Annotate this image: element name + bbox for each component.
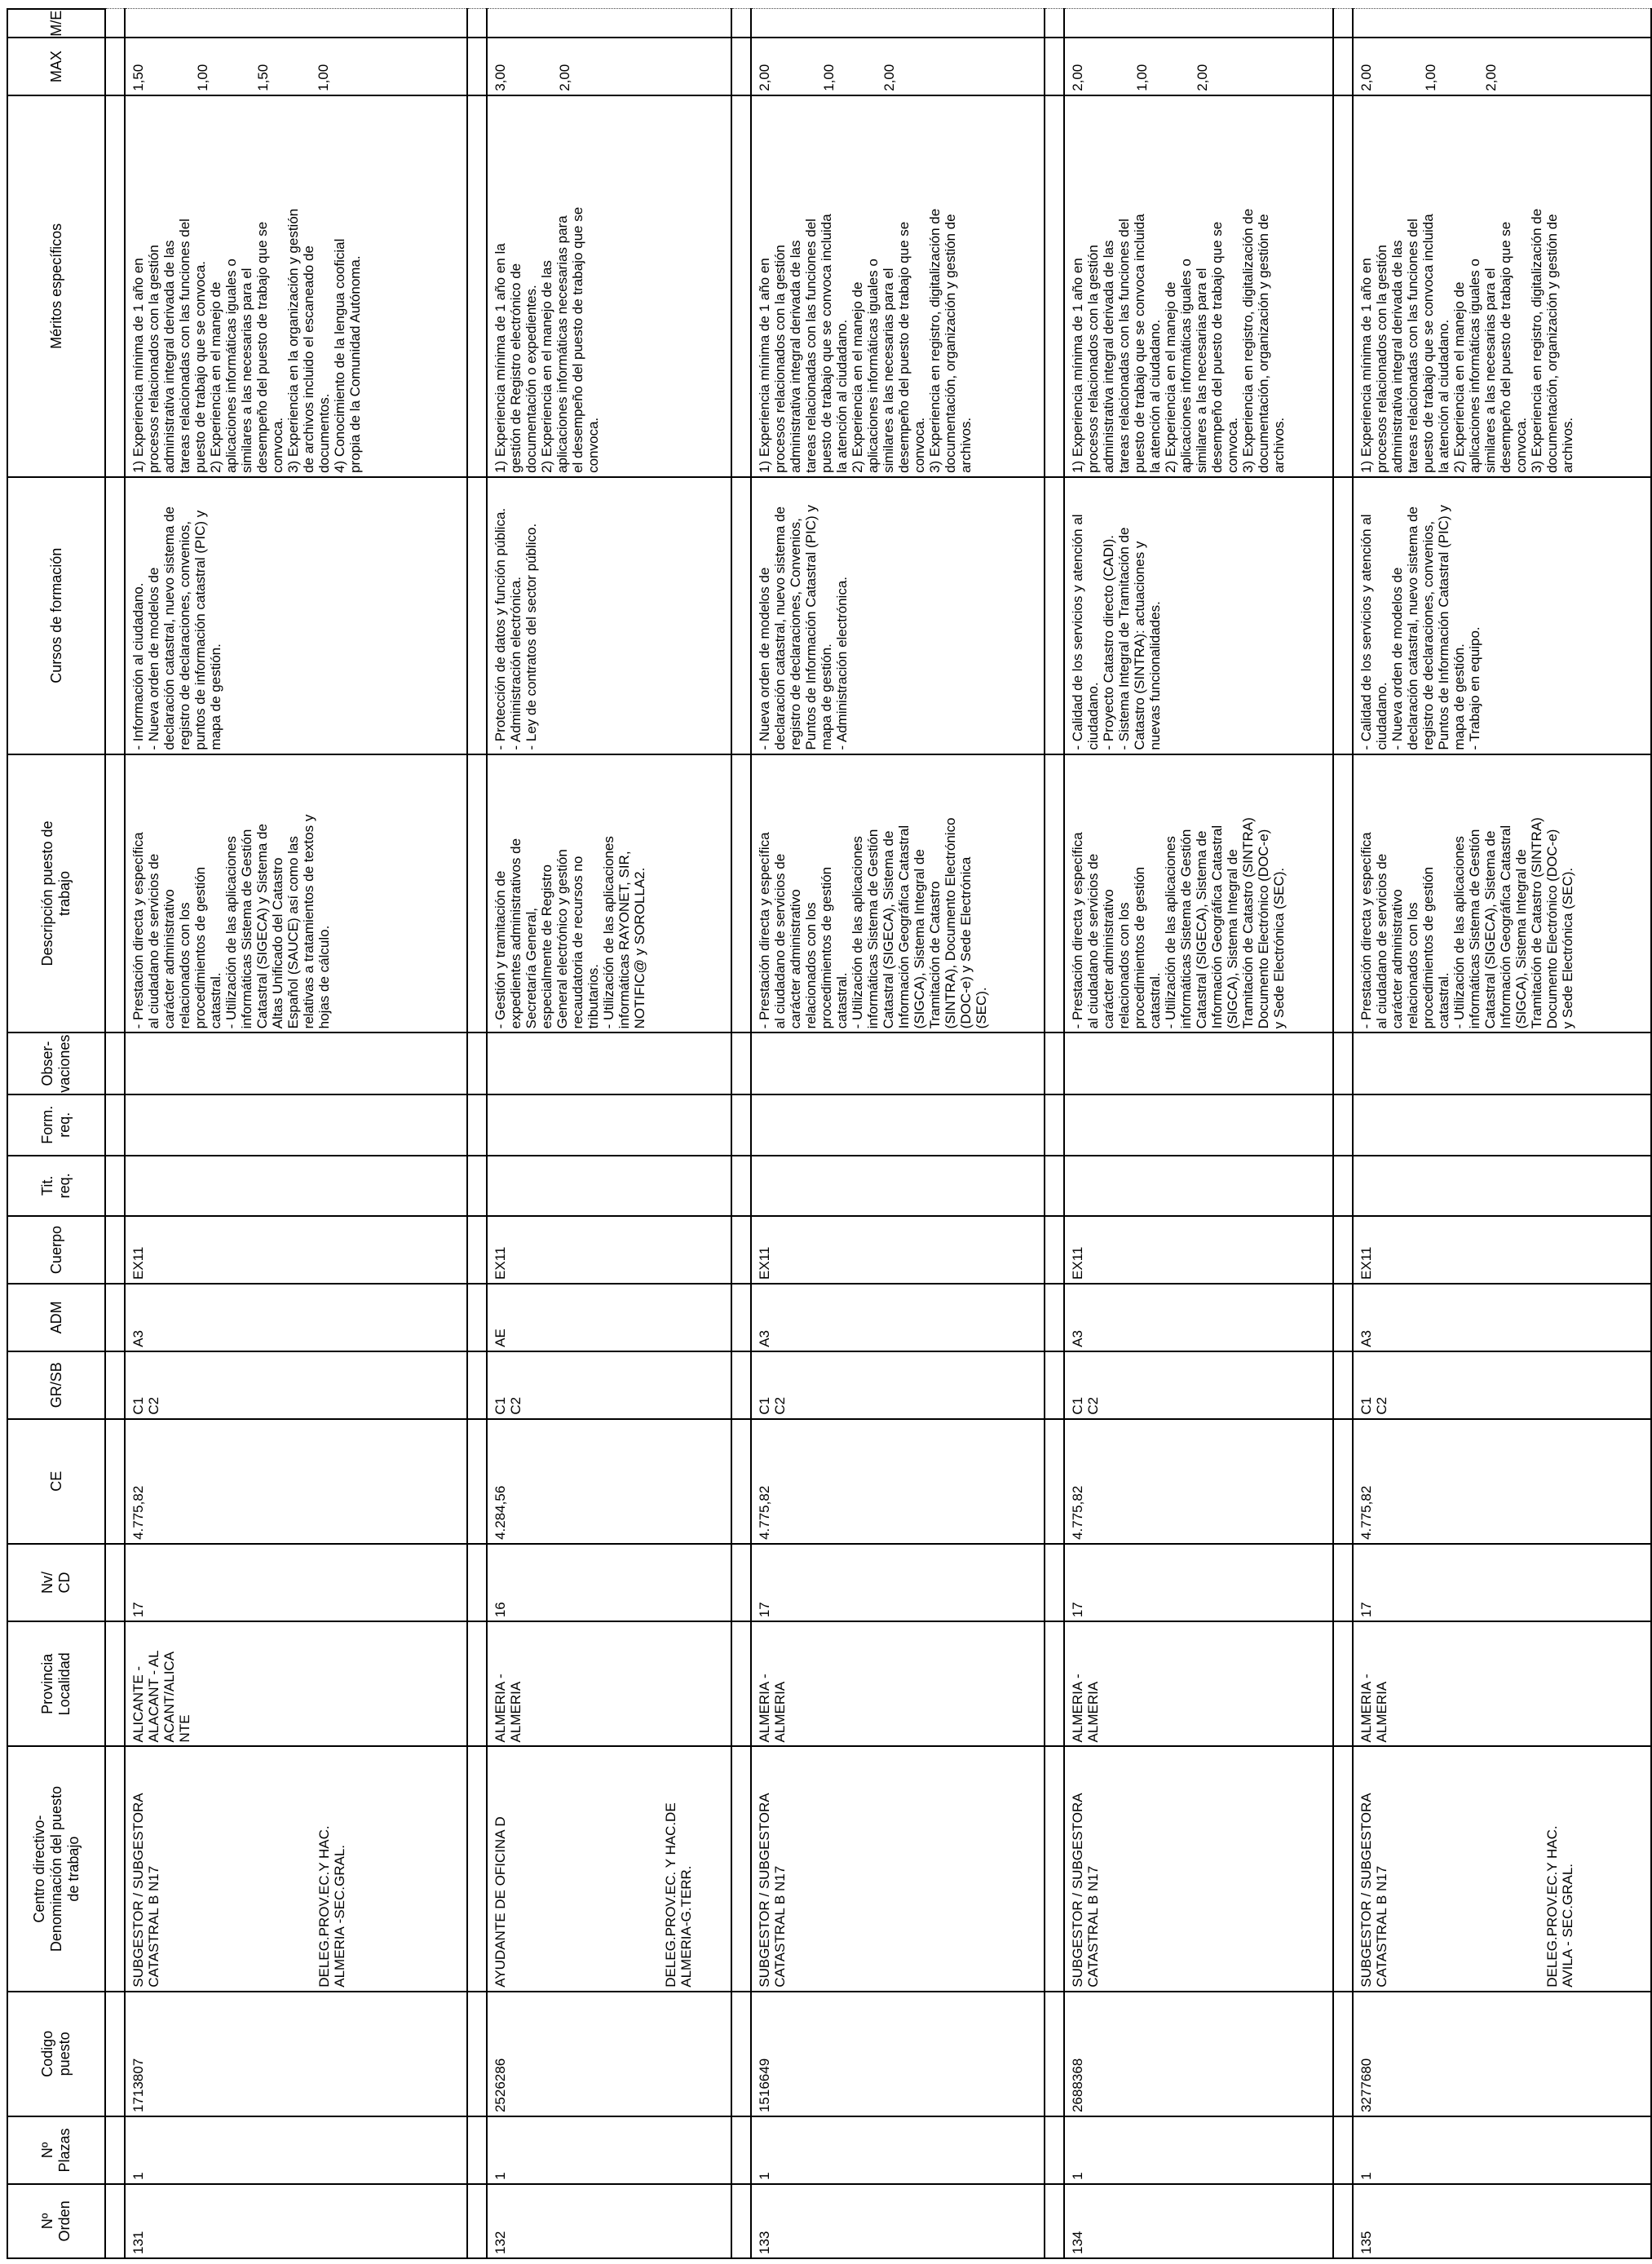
spacer-cell — [731, 38, 751, 95]
spacer-cell — [1333, 1284, 1353, 1351]
cell-plazas: 1 — [751, 2116, 1045, 2184]
cell-grupo: C1 C2 — [751, 1351, 1045, 1419]
cell-nivel: 17 — [1064, 1544, 1333, 1621]
spacer-cell — [467, 1351, 487, 1419]
table-row — [125, 9, 467, 2258]
spacer-cell — [731, 1992, 751, 2116]
cell-plazas: 1 — [1064, 2116, 1333, 2184]
spacer-cell — [1333, 477, 1353, 754]
spacer-cell — [1333, 2116, 1353, 2184]
centro-directivo-next: DELEG.PROV.EC. Y HAC.DE ALMERIA-G.TERR. — [663, 1802, 694, 1988]
header-orden: Nº Orden — [7, 2184, 105, 2258]
spacer-cell — [1045, 38, 1064, 95]
spacer-cell — [1045, 1094, 1064, 1156]
spacer-cell — [731, 1351, 751, 1419]
cell-ce: 4.775,82 — [125, 1419, 467, 1544]
cell-descripcion: - Prestación directa y específica al ciudadano de servicios de carácter administrativo relacionados con los procedimientos de gestión catastral. - Utilización de las aplicaciones informáticas Sistema de Gestión Catastral (SIGECA), Sistema de Información Geográfica Catastral (SIGCA), Sistema Integral de Tramitación de Catastro (SINTRA) Documento Electrónico (DOC-e) y Sede Electrónica (SEC). — [1353, 754, 1651, 1033]
centro-denominacion: SUBGESTOR / SUBGESTORA CATASTRAL B N17 — [1070, 1793, 1101, 1988]
header-ce: CE — [7, 1419, 105, 1544]
header-cursos: Cursos de formación — [7, 477, 105, 754]
spacer-cell — [467, 1419, 487, 1544]
spacer-cell — [467, 1284, 487, 1351]
spacer-cell — [1333, 1992, 1353, 2116]
spacer-cell — [1045, 2184, 1064, 2258]
cell-ce: 4.775,82 — [1353, 1419, 1651, 1544]
spacer-cell — [1333, 1419, 1353, 1544]
spacer-cell — [1333, 2184, 1353, 2258]
spacer-cell — [731, 9, 751, 38]
max-value: 1,00 — [821, 64, 837, 91]
spacer-cell — [1045, 1992, 1064, 2116]
spacer-cell — [467, 2116, 487, 2184]
row-spacer — [1333, 9, 1353, 2258]
cell-codigo: 2688368 — [1064, 1992, 1333, 2116]
cell-plazas: 1 — [487, 2116, 731, 2184]
cell-form — [487, 1094, 731, 1156]
spacer-cell — [105, 1621, 125, 1746]
spacer-cell — [105, 9, 125, 38]
cell-ce: 4.284,56 — [487, 1419, 731, 1544]
spacer-cell — [731, 1419, 751, 1544]
cell-nivel: 17 — [751, 1544, 1045, 1621]
cell-orden: 131 — [125, 2184, 467, 2258]
cell-form — [751, 1094, 1045, 1156]
cell-meritos: 1) Experiencia mínima de 1 año en procesos relacionados con la gestión administrativa integral derivada de las tareas relacionadas con las funciones del puesto de trabajo que se convoca incluida la atención al ciudadano. 2) Experiencia en el manejo de aplicaciones informáticas iguales o similares a las necesarias para el desempeño del puesto de trabajo que se convoca. 3) Experiencia en registro, digitalización de documentación, organización y gestión de archivos. — [1353, 95, 1651, 477]
centro-denominacion: SUBGESTOR / SUBGESTORA CATASTRAL B N17 — [130, 1793, 161, 1988]
spacer-cell — [1333, 1621, 1353, 1746]
cell-me — [1353, 9, 1651, 38]
spacer-cell — [1045, 1419, 1064, 1544]
cell-provincia: ALMERIA - ALMERIA — [1064, 1621, 1333, 1746]
row-spacer — [105, 9, 125, 2258]
spacer-cell — [1045, 1351, 1064, 1419]
cell-form — [1064, 1094, 1333, 1156]
header-descripcion: Descripción puesto de trabajo — [7, 754, 105, 1033]
spacer-cell — [1045, 754, 1064, 1033]
cell-tit — [125, 1156, 467, 1217]
spacer-cell — [1333, 1094, 1353, 1156]
spacer-cell — [467, 1216, 487, 1284]
table-body — [105, 9, 1651, 2258]
spacer-cell — [105, 1419, 125, 1544]
spacer-cell — [1045, 2116, 1064, 2184]
cell-ce: 4.775,82 — [1064, 1419, 1333, 1544]
spacer-cell — [105, 1992, 125, 2116]
max-value: 1,50 — [130, 64, 146, 91]
cell-descripcion: - Prestación directa y específica al ciudadano de servicios de carácter administrativo relacionados con los procedimientos de gestión catastral. - Utilización de las aplicaciones informáticas Sistema de Gestión Catastral (SIGECA), Sistema de Información Geográfica Catastral (SIGCA), Sistema Integral de Tramitación de Catastro (SINTRA) Documento Electrónico (DOC-e) y Sede Electrónica (SEC). — [1064, 754, 1333, 1033]
spacer-cell — [105, 1033, 125, 1094]
header-nivel: Nv/ CD — [7, 1544, 105, 1621]
max-values — [493, 42, 572, 91]
cell-cursos: - Calidad de los servicios y atención al ciudadano. - Nueva orden de modelos de declaración catastral, nuevo sistema de registro de declaraciones, convenios, Puntos de Información Catastral (PIC) y mapa de gestión. - Trabajo en equipo. — [1353, 477, 1651, 754]
header-meritos: Méritos específicos — [7, 95, 105, 477]
cell-max — [125, 38, 467, 95]
cell-grupo: C1 C2 — [1064, 1351, 1333, 1419]
spacer-cell — [1045, 1033, 1064, 1094]
cell-plazas: 1 — [1353, 2116, 1651, 2184]
spacer-cell — [105, 1746, 125, 1991]
max-value: 2,00 — [557, 64, 572, 91]
cell-cuerpo: EX11 — [487, 1216, 731, 1284]
cell-nivel: 16 — [487, 1544, 731, 1621]
cell-form — [1353, 1094, 1651, 1156]
max-value: 1,50 — [255, 64, 271, 91]
cell-adm: A3 — [1353, 1284, 1651, 1351]
cell-tit — [751, 1156, 1045, 1217]
spacer-cell — [1333, 1216, 1353, 1284]
max-value: 1,00 — [1423, 64, 1438, 91]
spacer-cell — [105, 1544, 125, 1621]
cell-cursos: - Calidad de los servicios y atención al ciudadano. - Proyecto Catastro directo (CADI). - Sistema Integral de Tramitación de Catastro (SINTRA): actuaciones y nuevas funcionalidades. — [1064, 477, 1333, 754]
cell-orden: 135 — [1353, 2184, 1651, 2258]
spacer-cell — [731, 1033, 751, 1094]
cell-centro — [1353, 1746, 1651, 1991]
spacer-cell — [1045, 477, 1064, 754]
spacer-cell — [105, 1156, 125, 1217]
row-spacer — [731, 9, 751, 2258]
spacer-cell — [1045, 1544, 1064, 1621]
cell-codigo: 2526286 — [487, 1992, 731, 2116]
max-value: 2,00 — [1358, 64, 1374, 91]
header-form: Form. req. — [7, 1094, 105, 1156]
spacer-cell — [105, 2116, 125, 2184]
spacer-cell — [1333, 1351, 1353, 1419]
header-grupo: GR/SB — [7, 1351, 105, 1419]
spacer-cell — [731, 2184, 751, 2258]
cell-codigo: 1713807 — [125, 1992, 467, 2116]
cell-max — [1353, 38, 1651, 95]
spacer-cell — [467, 1033, 487, 1094]
spacer-cell — [105, 754, 125, 1033]
spacer-cell — [1333, 1746, 1353, 1991]
spacer-cell — [1045, 1156, 1064, 1217]
spacer-cell — [731, 2116, 751, 2184]
spacer-cell — [105, 95, 125, 477]
spacer-cell — [731, 1216, 751, 1284]
table-row — [1353, 9, 1651, 2258]
cell-meritos: 1) Experiencia mínima de 1 año en procesos relacionados con la gestión administrativa integral derivada de las tareas relacionadas con las funciones del puesto de trabajo que se convoca incluida la atención al ciudadano. 2) Experiencia en el manejo de aplicaciones informáticas iguales o similares a las necesarias para el desempeño del puesto de trabajo que se convoca. 3) Experiencia en registro, digitalización de documentación, organización y gestión de archivos. — [1064, 95, 1333, 477]
spacer-cell — [1045, 9, 1064, 38]
spacer-cell — [467, 477, 487, 754]
spacer-cell — [467, 95, 487, 477]
spacer-cell — [1333, 95, 1353, 477]
spacer-cell — [1045, 1621, 1064, 1746]
max-value: 2,00 — [1483, 64, 1499, 91]
cell-tit — [1353, 1156, 1651, 1217]
spacer-cell — [467, 2184, 487, 2258]
centro-directivo-next: DELEG.PROV.EC.Y HAC. ALMERIA -SEC.GRAL. — [316, 1825, 347, 1988]
cell-cursos: - Nueva orden de modelos de declaración catastral, nuevo sistema de registro de declaraciones, Convenios, Puntos de Información Catastral (PIC) y mapa de gestión. - Administración electrónica. — [751, 477, 1045, 754]
cell-nivel: 17 — [125, 1544, 467, 1621]
cell-meritos: 1) Experiencia mínima de 1 año en la gestión de Registro electrónico de documentación o expedientes. 2) Experiencia en el manejo de las aplicaciones informáticas necesarias para el desempeño del puesto de trabajo que se convoca. — [487, 95, 731, 477]
job-positions-table — [7, 8, 1652, 2259]
cell-me — [125, 9, 467, 38]
header-provincia: Provincia Localidad — [7, 1621, 105, 1746]
cell-cursos: - Protección de datos y función pública. - Administración electrónica. - Ley de contratos del sector público. — [487, 477, 731, 754]
row-spacer — [467, 9, 487, 2258]
spacer-cell — [1045, 1746, 1064, 1991]
spacer-cell — [467, 1746, 487, 1991]
spacer-cell — [1333, 38, 1353, 95]
spacer-cell — [467, 1621, 487, 1746]
spacer-cell — [731, 1746, 751, 1991]
spacer-cell — [467, 38, 487, 95]
cell-descripcion: - Gestión y tramitación de expedientes administrativos de Secretaría General, especialmente de Registro General electrónico y gestión recaudatoria de recursos no tributarios. - Utilización de las aplicaciones informáticas RAYONET, SIR, NOTIFIC@ y SOROLLA2. — [487, 754, 731, 1033]
max-value: 2,00 — [1070, 64, 1085, 91]
cell-obs — [125, 1033, 467, 1094]
cell-me — [487, 9, 731, 38]
spacer-cell — [467, 1156, 487, 1217]
cell-plazas: 1 — [125, 2116, 467, 2184]
header-adm: ADM — [7, 1284, 105, 1351]
cell-grupo: C1 C2 — [1353, 1351, 1651, 1419]
cell-adm: A3 — [125, 1284, 467, 1351]
max-value: 2,00 — [881, 64, 897, 91]
spacer-cell — [105, 1094, 125, 1156]
header-codigo: Codigo puesto — [7, 1992, 105, 2116]
spacer-cell — [1333, 1033, 1353, 1094]
cell-form — [125, 1094, 467, 1156]
spacer-cell — [105, 1351, 125, 1419]
table-row — [751, 9, 1045, 2258]
max-values — [130, 42, 331, 91]
cell-adm: AE — [487, 1284, 731, 1351]
max-values — [1358, 42, 1499, 91]
centro-directivo-next: DELEG.PROV.EC.Y HAC. AVILA - SEC.GRAL. — [1544, 1825, 1575, 1988]
cell-max — [487, 38, 731, 95]
cell-max — [751, 38, 1045, 95]
header-max: MAX — [7, 38, 105, 95]
spacer-cell — [731, 477, 751, 754]
max-values — [757, 42, 897, 91]
spacer-cell — [1333, 1544, 1353, 1621]
cell-ce: 4.775,82 — [751, 1419, 1045, 1544]
cell-cuerpo: EX11 — [125, 1216, 467, 1284]
max-value: 1,00 — [316, 64, 331, 91]
cell-provincia: ALMERIA - ALMERIA — [751, 1621, 1045, 1746]
max-value: 2,00 — [757, 64, 772, 91]
cell-centro — [751, 1746, 1045, 1991]
cell-grupo: C1 C2 — [125, 1351, 467, 1419]
cell-provincia: ALICANTE - ALACANT - AL ACANT/ALICA NTE — [125, 1621, 467, 1746]
max-values — [1070, 42, 1210, 91]
cell-orden: 132 — [487, 2184, 731, 2258]
spacer-cell — [1333, 9, 1353, 38]
spacer-cell — [1045, 1216, 1064, 1284]
cell-meritos: 1) Experiencia mínima de 1 año en procesos relacionados con la gestión administrativa integral derivada de las tareas relacionadas con las funciones del puesto de trabajo que se convoca incluida la atención al ciudadano. 2) Experiencia en el manejo de aplicaciones informáticas iguales o similares a las necesarias para el desempeño del puesto de trabajo que se convoca. 3) Experiencia en registro, digitalización de documentación, organización y gestión de archivos. — [751, 95, 1045, 477]
cell-meritos: 1) Experiencia mínima de 1 año en procesos relacionados con la gestión administrativa integral derivada de las tareas relacionadas con las funciones del puesto de trabajo que se convoca. 2) Experiencia en el manejo de aplicaciones informáticas iguales o similares a las necesarias para el desempeño del puesto de trabajo que se convoca. 3) Experiencia en la organización y gestión de archivos incluido el escaneado de documentos. 4) Conocimiento de la lengua cooficial propia de la Comunidad Autónoma. — [125, 95, 467, 477]
spacer-cell — [731, 1544, 751, 1621]
spacer-cell — [467, 1544, 487, 1621]
cell-cuerpo: EX11 — [751, 1216, 1045, 1284]
spacer-cell — [1333, 754, 1353, 1033]
cell-me — [1064, 9, 1333, 38]
spacer-cell — [467, 9, 487, 38]
spacer-cell — [467, 754, 487, 1033]
table-row — [1064, 9, 1333, 2258]
cell-provincia: ALMERIA - ALMERIA — [1353, 1621, 1651, 1746]
spacer-cell — [731, 1094, 751, 1156]
cell-orden: 133 — [751, 2184, 1045, 2258]
header-tit: Tit. req. — [7, 1156, 105, 1217]
cell-obs — [1353, 1033, 1651, 1094]
cell-centro — [125, 1746, 467, 1991]
cell-cuerpo: EX11 — [1064, 1216, 1333, 1284]
spacer-cell — [731, 1621, 751, 1746]
header-me: M/E — [7, 9, 105, 38]
cell-tit — [1064, 1156, 1333, 1217]
spacer-cell — [731, 1284, 751, 1351]
cell-descripcion: - Prestación directa y específica al ciudadano de servicios de carácter administrativo relacionados con los procedimientos de gestión catastral. - Utilización de las aplicaciones informáticas Sistema de Gestión Catastral (SIGECA) y Sistema de Altas Unificado del Catastro Español (SAUCE) así como las relativas a tratamientos de textos y hojas de cálculo. — [125, 754, 467, 1033]
cell-cursos: - Información al ciudadano. - Nueva orden de modelos de declaración catastral, nuevo sistema de registro de declaraciones, convenios, puntos de información catastral (PIC) y mapa de gestión. — [125, 477, 467, 754]
max-value: 1,00 — [195, 64, 210, 91]
cell-tit — [487, 1156, 731, 1217]
centro-denominacion: SUBGESTOR / SUBGESTORA CATASTRAL B N17 — [1358, 1793, 1389, 1988]
header-row — [7, 9, 105, 2258]
cell-centro — [1064, 1746, 1333, 1991]
max-value: 2,00 — [1195, 64, 1210, 91]
spacer-cell — [105, 38, 125, 95]
cell-codigo: 3277680 — [1353, 1992, 1651, 2116]
header-plazas: Nº Plazas — [7, 2116, 105, 2184]
cell-max — [1064, 38, 1333, 95]
spacer-cell — [1045, 1284, 1064, 1351]
spacer-cell — [105, 1216, 125, 1284]
cell-obs — [1064, 1033, 1333, 1094]
spacer-cell — [1333, 1156, 1353, 1217]
cell-codigo: 1516649 — [751, 1992, 1045, 2116]
spacer-cell — [105, 2184, 125, 2258]
row-spacer — [1045, 9, 1064, 2258]
cell-obs — [487, 1033, 731, 1094]
spacer-cell — [467, 1094, 487, 1156]
spacer-cell — [731, 95, 751, 477]
cell-grupo: C1 C2 — [487, 1351, 731, 1419]
spacer-cell — [731, 754, 751, 1033]
header-cuerpo: Cuerpo — [7, 1216, 105, 1284]
cell-provincia: ALMERIA - ALMERIA — [487, 1621, 731, 1746]
spacer-cell — [731, 1156, 751, 1217]
centro-denominacion: AYUDANTE DE OFICINA D — [493, 1816, 508, 1988]
cell-obs — [751, 1033, 1045, 1094]
spacer-cell — [1045, 95, 1064, 477]
cell-adm: A3 — [1064, 1284, 1333, 1351]
spacer-cell — [467, 1992, 487, 2116]
max-value: 3,00 — [493, 64, 508, 91]
cell-adm: A3 — [751, 1284, 1045, 1351]
table-row — [487, 9, 731, 2258]
cell-centro — [487, 1746, 731, 1991]
centro-denominacion: SUBGESTOR / SUBGESTORA CATASTRAL B N17 — [757, 1793, 788, 1988]
cell-descripcion: - Prestación directa y específica al ciudadano de servicios de carácter administrativo relacionados con los procedimientos de gestión catastral. - Utilización de las aplicaciones informáticas Sistema de Gestión Catastral (SIGECA), Sistema de Información Geográfica Catastral (SIGCA), Sistema Integral de Tramitación de Catastro (SINTRA), Documento Electrónico (DOC-e) y Sede Electrónica (SEC). — [751, 754, 1045, 1033]
cell-orden: 134 — [1064, 2184, 1333, 2258]
cell-me — [751, 9, 1045, 38]
max-value: 1,00 — [1134, 64, 1150, 91]
header-obs: Obser- vaciones — [7, 1033, 105, 1094]
cell-cuerpo: EX11 — [1353, 1216, 1651, 1284]
cell-nivel: 17 — [1353, 1544, 1651, 1621]
spacer-cell — [105, 1284, 125, 1351]
spacer-cell — [105, 477, 125, 754]
header-centro: Centro directivo- Denominación del puesto de trabajo — [7, 1746, 105, 1991]
